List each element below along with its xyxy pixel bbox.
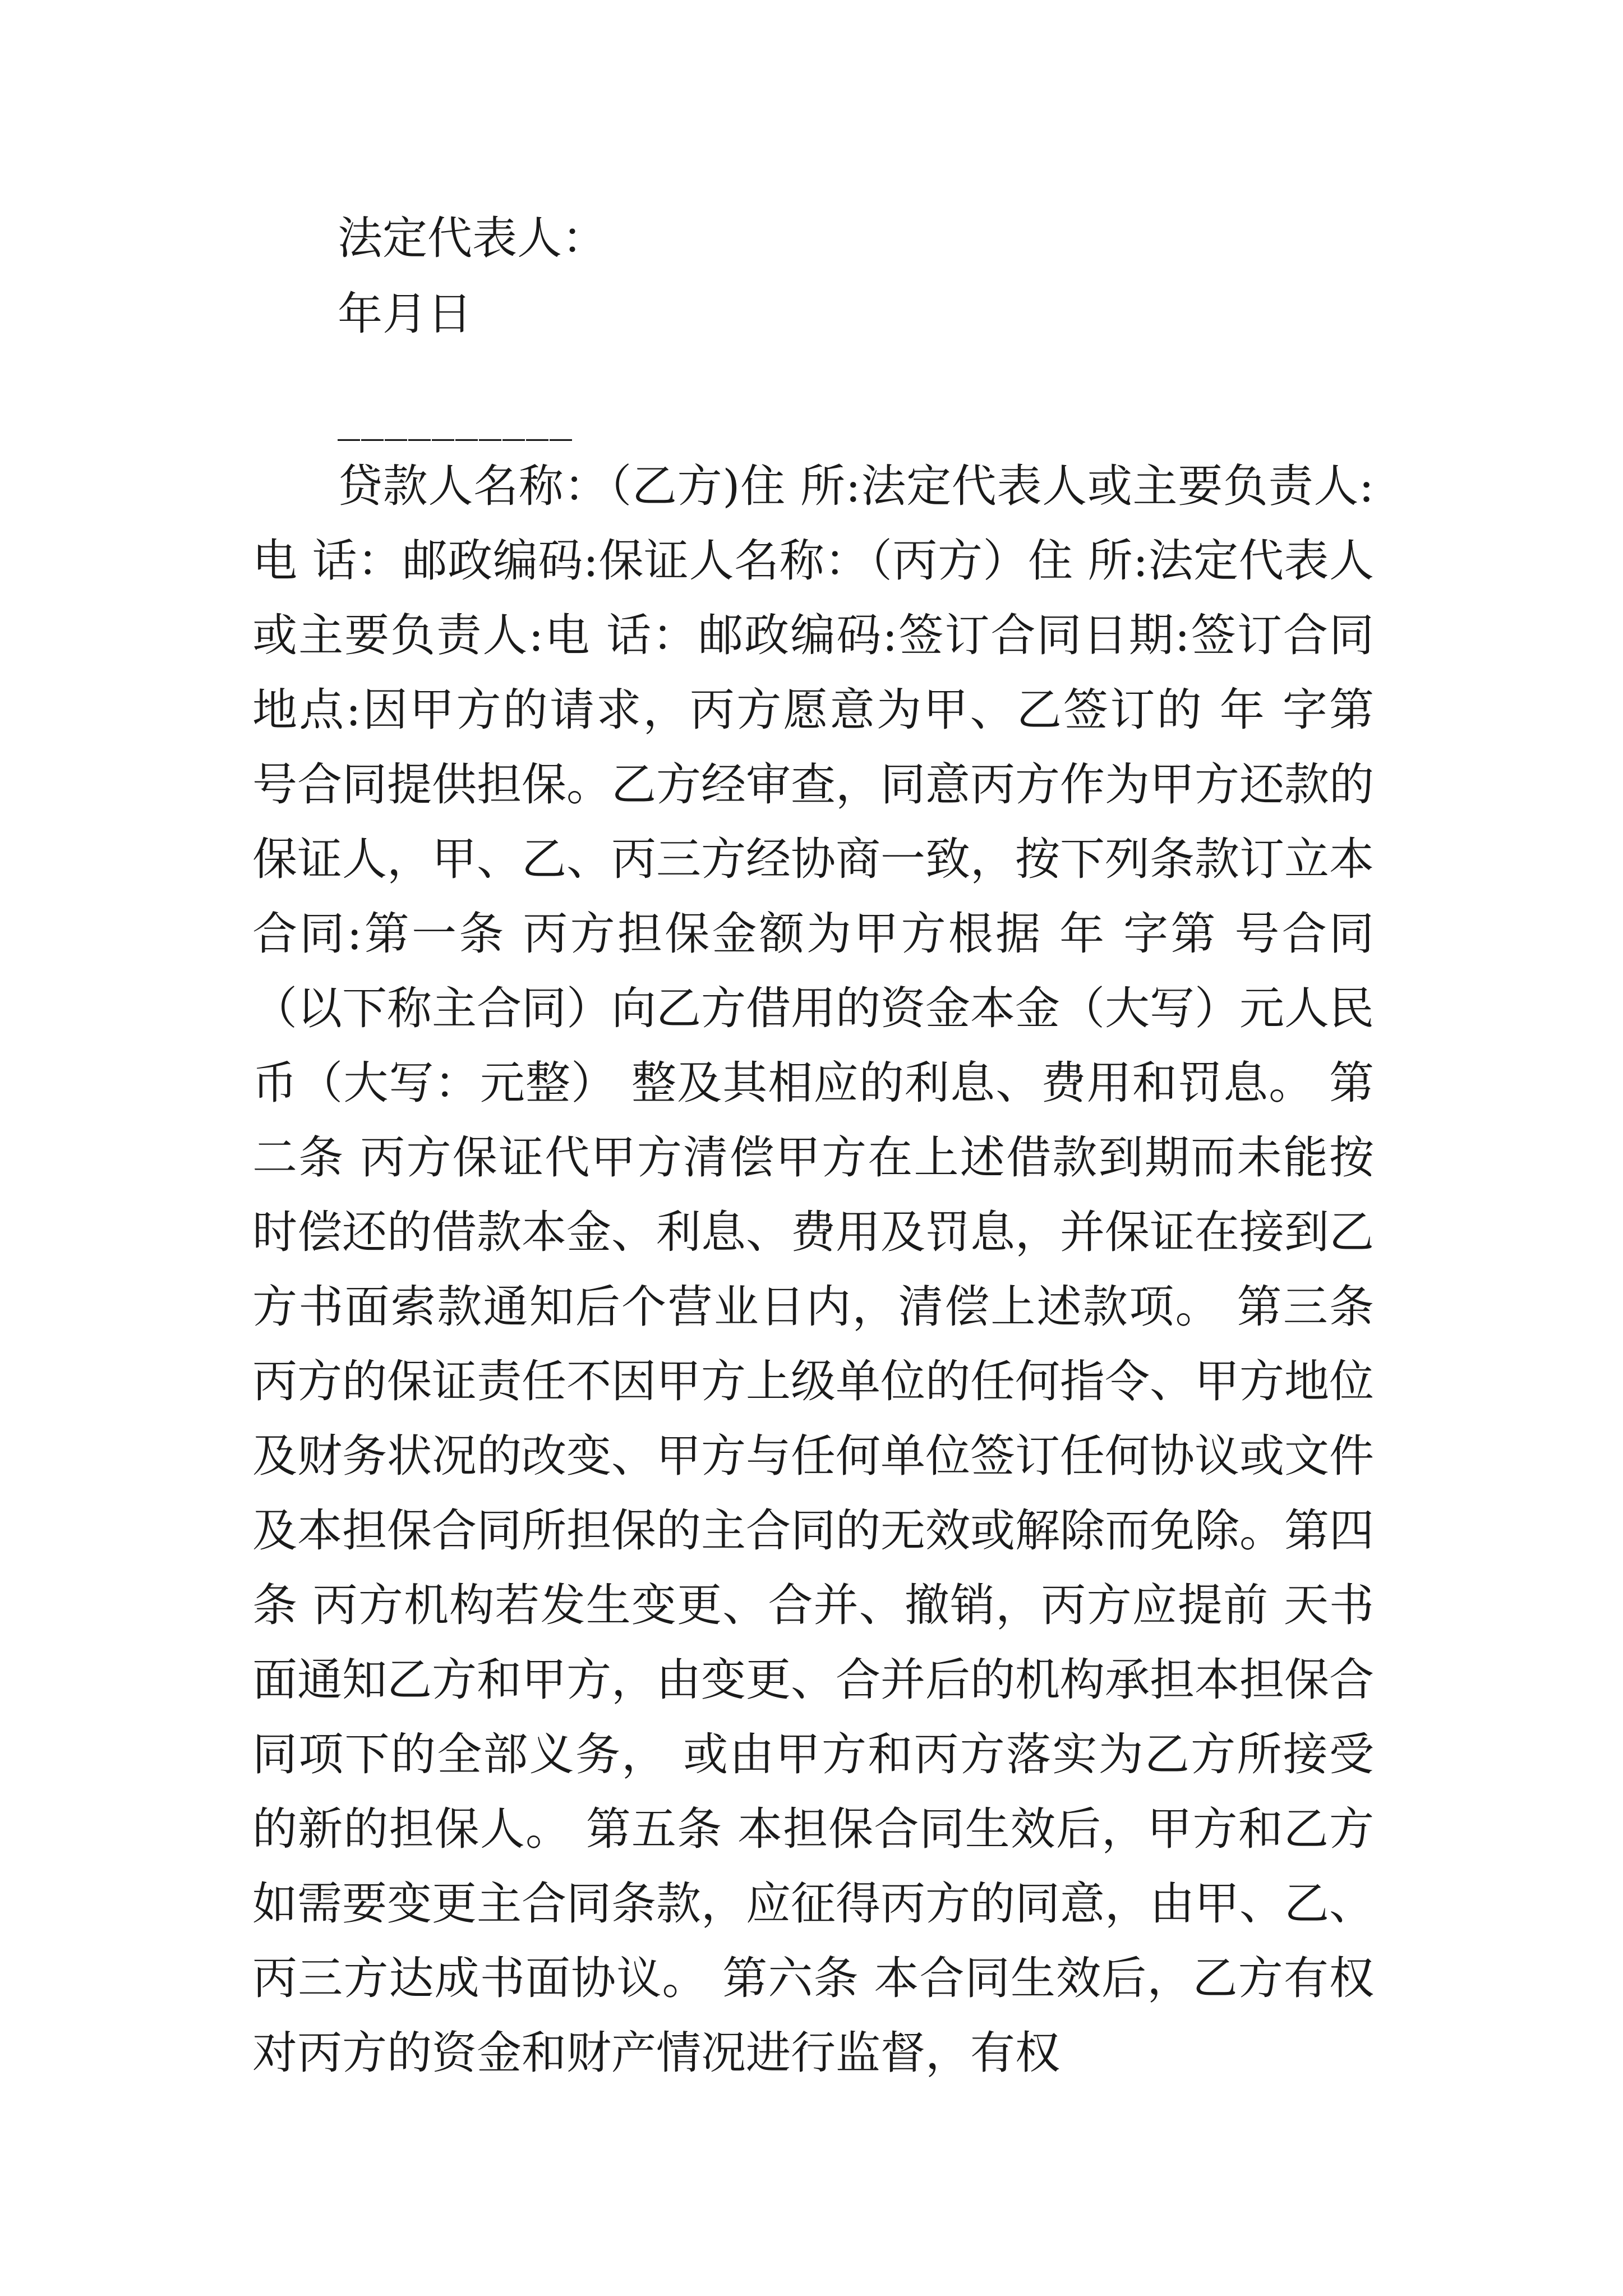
contract-body-text: 贷款人名称：（乙方)住 所:法定代表人或主要负责人:电 话：邮政编码:保证人名称：（丙方）住 所:法定代表人或主要负责人:电 话：邮政编码:签订合同日期:签订合同地点:因甲方的请求，丙方愿意为甲、乙签订的 年 字第 号合同提供担保。乙方经审查，同意丙方作为甲方还款的保证人，甲、乙、丙三方经协商一致，按下列条款订立本合同:第一条 丙方担保金额为甲方根据 年 字第 号合同 （以下称主合同）向乙方借用的资金本金（大写）元人民币（大写：元整） 整及其相应的利息、费用和罚息。 第二条 丙方保证代甲方清偿甲方在上述借款到期而未能按时偿还的借款本金、利息、费用及罚息，并保证在接到乙方书面索款通知后个营业日内，清偿上述款项。 第三条 丙方的保证责任不因甲方上级单位的任何指令、甲方地位及财务状况的改变、甲方与任何单位签订任何协议或文件及本担保合同所担保的主合同的无效或解除而免除。第四条 丙方机构若发生变更、合并、撤销，丙方应提前 天书面通知乙方和甲方，由变更、合并后的机构承担本担保合同项下的全部义务， 或由甲方和丙方落实为乙方所接受的新的担保人。 第五条 本担保合同生效后，甲方和乙方如需要变更主合同条款，应征得丙方的同意，由甲、乙、丙三方达成书面协议。 第六条 本合同生效后，乙方有权对丙方的资金和财产情况进行监督，有权 xyxy=(252,460,1374,2079)
date-label: 年月日 xyxy=(338,288,472,340)
legal-representative-label: 法定代表人： xyxy=(338,212,607,264)
signature-divider: __________ xyxy=(338,389,573,441)
